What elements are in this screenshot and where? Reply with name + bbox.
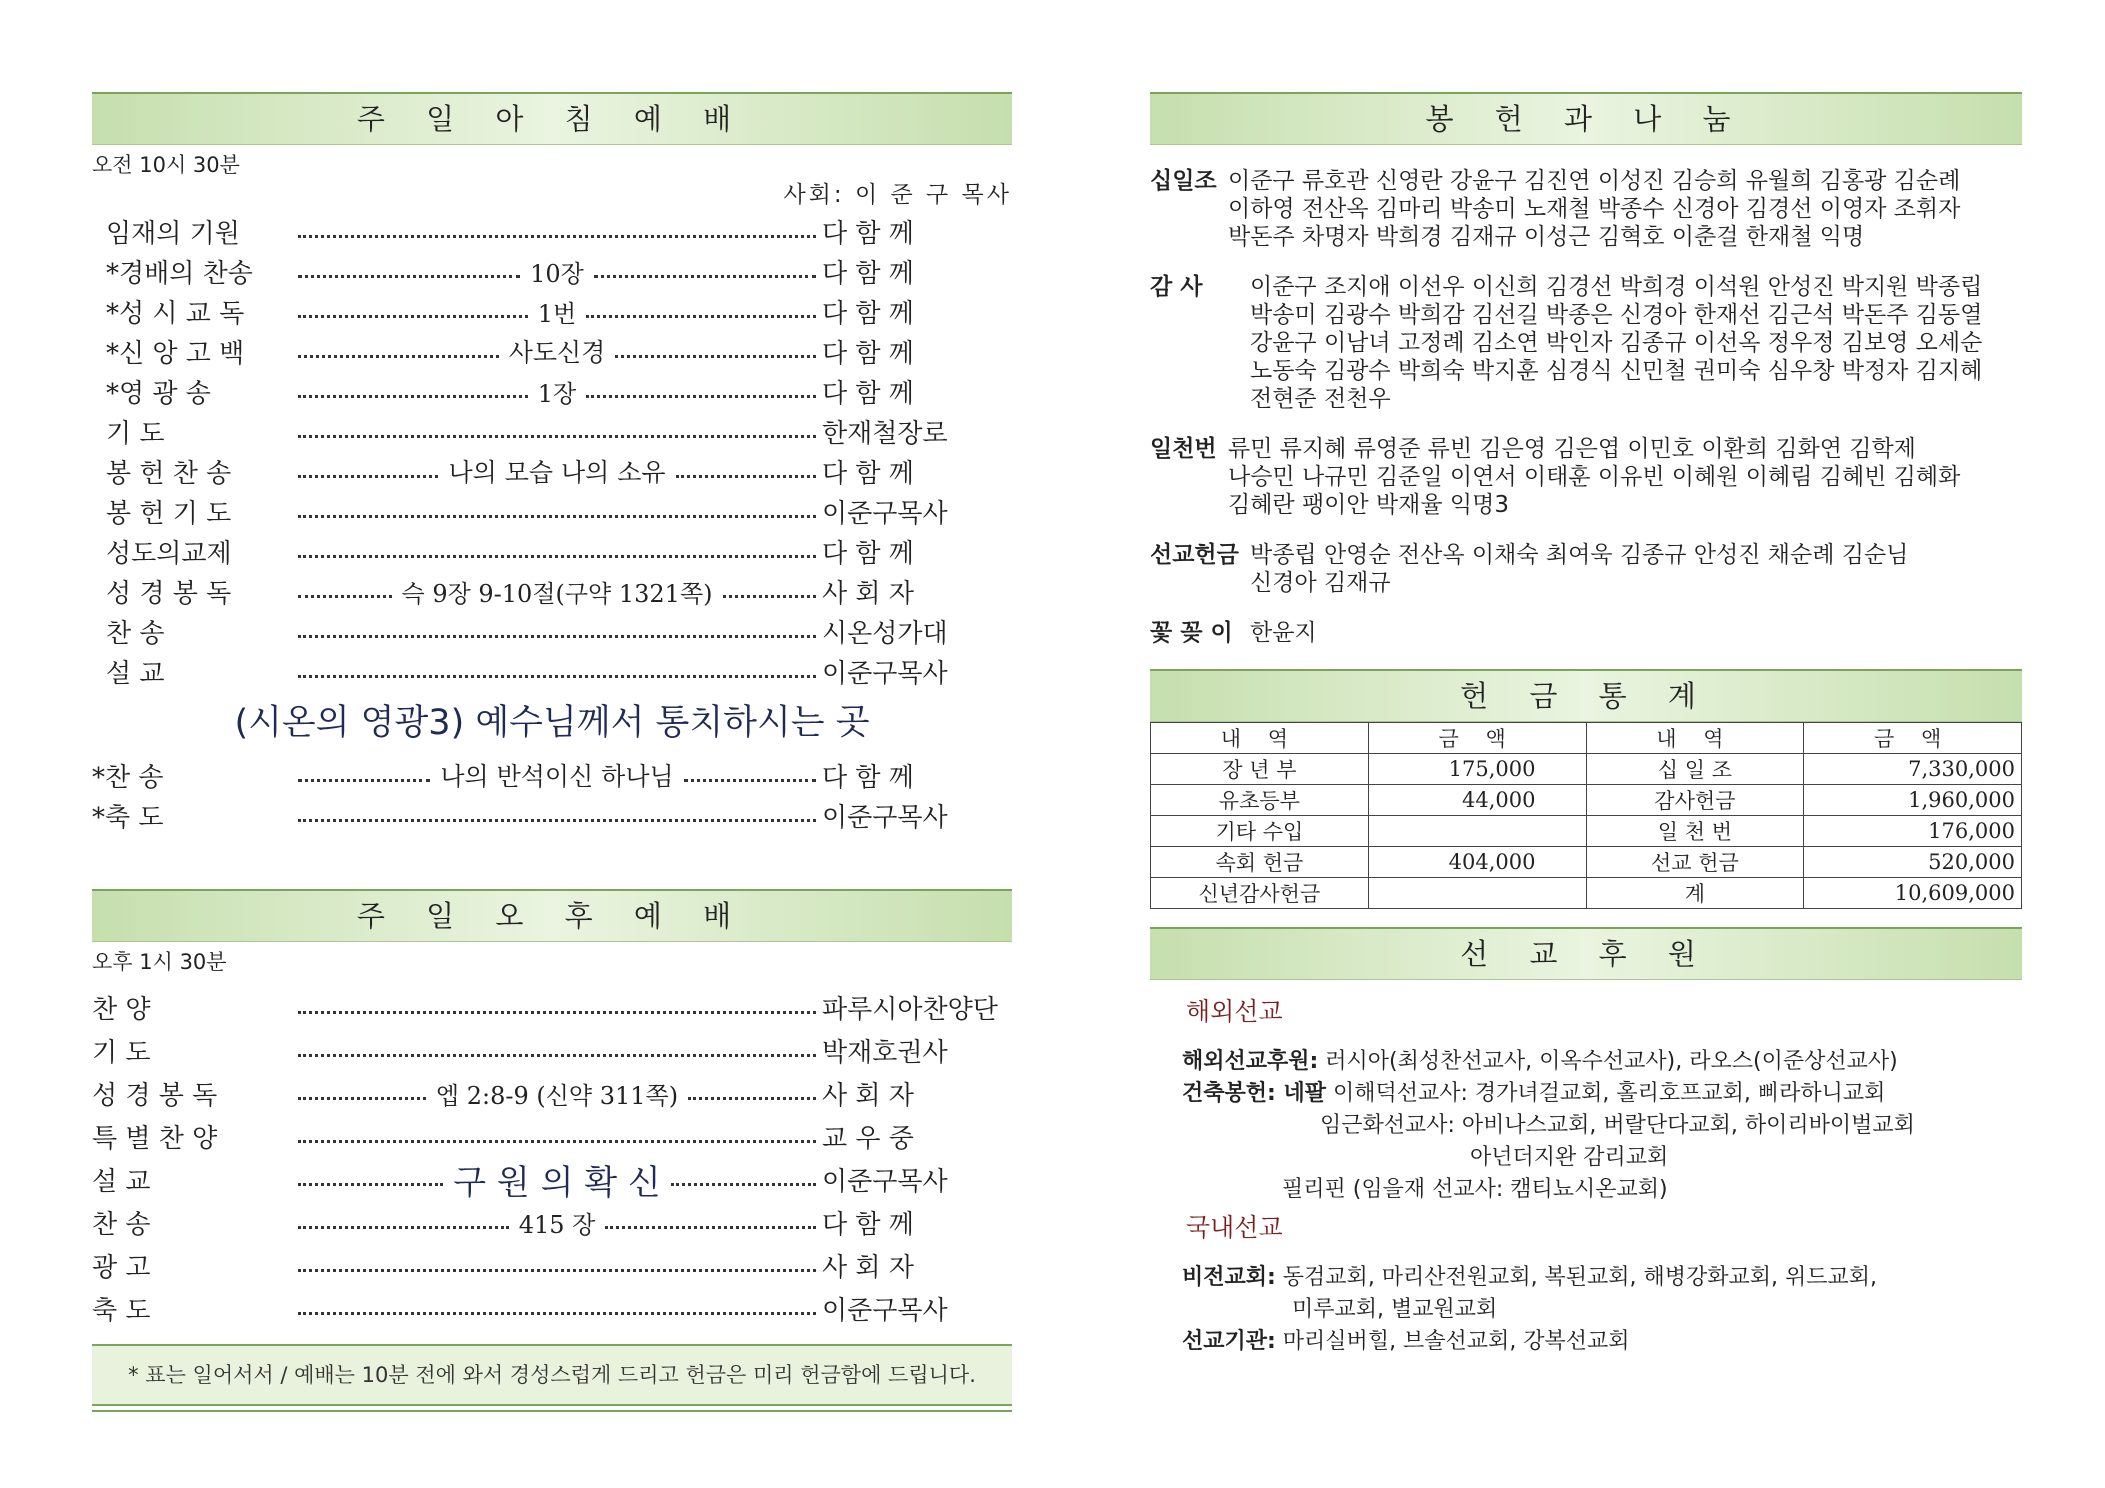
order-row [92,1115,1012,1158]
afternoon-order-list [92,986,1012,1330]
order-item-detail: 나의 모습 나의 소유 [448,458,666,487]
order-item-label-text: 기 도 [92,1038,151,1068]
order-item-label-text: 찬 송 [92,1210,151,1240]
order-item-label [92,293,292,330]
order-item-label-text: 성 경 봉 독 [106,578,232,609]
overseas-mission-list [1150,1046,2022,1206]
giving-names [1228,167,2022,251]
giving-name-line: 박돈주 차명자 박희경 김재규 이성근 김혁호 이춘걸 한재철 익명 [1228,224,1865,250]
domestic-mission-list [1150,1262,2022,1358]
order-item-leader-text: 다 함 께 [822,258,914,289]
order-item-leader-text: 이준구목사 [822,658,948,689]
table-cell: 10,609,000 [1804,878,2022,909]
mission-line [1182,1078,2022,1110]
order-item-leader [822,1290,1012,1327]
order-row [92,491,1012,531]
table-cell: 유초등부 [1151,785,1369,816]
order-item-detail: 구 원 의 확 신 [453,1163,661,1203]
order-row [92,371,1012,411]
dot-leader [298,333,816,369]
giving-list [1150,167,2022,647]
order-item-label-text: *영 광 송 [106,378,211,409]
giving-category: 일천번 [1150,436,1217,462]
order-item-detail: 10장 [530,259,584,288]
order-item-label-text: 봉 헌 찬 송 [106,458,232,489]
order-item-label-text: *성 시 교 독 [106,298,245,329]
mission-header: 선 교 후 원 [1150,927,2022,980]
dot-leader [298,1044,816,1057]
order-item-label [92,253,292,290]
order-item-label [92,757,292,794]
dot-leader [298,545,816,558]
mission-line [1182,1046,2022,1078]
order-row [92,795,1012,835]
table-cell: 176,000 [1804,816,2022,847]
order-item-leader-text: 사 회 자 [822,578,914,609]
dot-leader [298,254,816,289]
table-cell: 7,330,000 [1804,754,2022,785]
table-header-row [1151,723,2022,754]
dot-leader [298,625,816,638]
giving-category: 십일조 [1150,168,1217,194]
order-item-leader [822,757,1012,794]
order-item-label [92,1204,292,1241]
order-row [92,291,1012,331]
order-item-leader [822,1247,1012,1284]
mission-line-text: 마리실버힐, 브솔선교회, 강복선교회 [1275,1329,1630,1354]
order-item-label [92,613,292,650]
mission-line-text: 이해덕선교사: 경가녀걸교회, 홀리호프교회, 삐라하니교회 [1325,1081,1886,1106]
mission-line [1182,1294,2022,1326]
order-item-label [92,1075,292,1112]
dot-leader [298,757,816,793]
giving-names [1250,273,2022,413]
order-item-label [92,533,292,570]
table-row [1151,847,2022,878]
giving-group [1150,167,2022,251]
giving-name-line: 강윤구 이남녀 고정례 김소연 박인자 김종규 이선옥 정우정 김보영 오세순 [1250,330,1983,356]
table-header-cell: 금 액 [1804,723,2022,754]
order-item-leader [822,797,1012,834]
order-item-leader-text: 다 함 께 [822,338,914,369]
giving-category: 선교헌금 [1150,542,1239,568]
order-row [92,331,1012,371]
order-item-detail: 엡 2:8-9 (신약 311쪽) [435,1082,679,1110]
mission-line-text: 러시아(최성찬선교사, 이옥수선교사), 라오스(이준상선교사) [1318,1049,1898,1074]
table-cell: 십 일 조 [1586,754,1804,785]
order-item-leader-text: 다 함 께 [822,298,914,329]
mission-line [1182,1174,2022,1206]
order-item-label [92,1032,292,1069]
order-item-leader-text: 한재철장로 [822,418,948,449]
giving-group [1150,541,2022,597]
giving-names [1250,619,2022,647]
order-item-leader [822,653,1012,690]
order-item-leader-text: 파루시아찬양단 [822,995,998,1025]
giving-name-line: 류민 류지혜 류영준 류빈 김은영 김은엽 이민호 이환희 김화연 김학제 [1228,436,1916,462]
order-item-label-text: 성 경 봉 독 [92,1081,218,1111]
order-item-label [92,1161,292,1198]
mission-line-text: 임근화선교사: 아비나스교회, 버랄단다교회, 하이리바이벌교회 [1320,1113,1915,1138]
order-item-leader-text: 다 함 께 [822,218,914,249]
giving-name-line: 전현준 전천우 [1250,386,1391,412]
order-item-leader-text: 이준구목사 [822,1167,948,1197]
dot-leader [298,1155,816,1204]
giving-header: 봉 헌 과 나 눔 [1150,92,2022,145]
order-item-label-text: 설 교 [106,658,165,689]
table-header-cell: 금 액 [1368,723,1586,754]
order-item-label-text: 기 도 [106,418,165,449]
order-item-label [92,333,292,370]
table-cell: 선교 헌금 [1586,847,1804,878]
order-item-leader [822,333,1012,370]
order-item-leader-text: 사 회 자 [822,1081,914,1111]
mission-line-heading: 해외선교후원: [1182,1049,1319,1074]
morning-service-header: 주 일 아 침 예 배 [92,92,1012,145]
mission-line [1182,1142,2022,1174]
morning-sermon-title: (시온의 영광3) 예수님께서 통치하시는 곳 [234,703,870,743]
afternoon-service-header: 주 일 오 후 예 배 [92,889,1012,942]
order-item-label-text: *경배의 찬송 [106,258,253,289]
order-item-label [92,1118,292,1155]
dot-leader [298,1001,816,1014]
order-item-leader-text: 사 회 자 [822,1253,914,1283]
order-item-detail: 사도신경 [508,338,606,367]
order-row [92,411,1012,451]
order-item-label-text: 임재의 기원 [106,218,240,249]
order-item-leader [822,1204,1012,1241]
order-row [92,251,1012,291]
afternoon-time: 오후 1시 30분 [92,950,227,974]
table-cell: 175,000 [1368,754,1586,785]
order-item-leader-text: 이준구목사 [822,1296,948,1326]
order-item-leader [822,1161,1012,1198]
mission-line-text: 아넌더지완 감리교회 [1470,1145,1669,1170]
dot-leader [298,453,816,489]
order-item-leader-text: 교 우 중 [822,1124,914,1154]
stats-header: 헌 금 통 계 [1150,669,2022,722]
order-item-detail: 나의 반석이신 하나님 [440,762,674,791]
dot-leader [298,1076,816,1111]
order-item-leader-text: 다 함 께 [822,538,914,569]
table-cell: 44,000 [1368,785,1586,816]
order-item-leader-text: 다 함 께 [822,458,914,489]
table-cell: 404,000 [1368,847,1586,878]
giving-category: 감 사 [1150,274,1203,300]
giving-name-line: 박송미 김광수 박희감 김선길 박종은 신경아 한재선 김근석 박돈주 김동열 [1250,302,1983,328]
order-item-leader [822,573,1012,610]
dot-leader [298,1259,816,1272]
mission-line-text: 미루교회, 별교원교회 [1292,1297,1498,1322]
order-item-leader-text: 시온성가대 [822,618,948,649]
order-row [92,531,1012,571]
order-item-label [92,1247,292,1284]
table-row [1151,754,2022,785]
order-item-leader-text: 다 함 께 [822,1210,914,1240]
table-header-cell: 내 역 [1151,723,1369,754]
order-item-detail: 1번 [537,299,577,328]
dot-leader [298,1130,816,1143]
order-row [92,211,1012,251]
order-item-label-text: 광 고 [92,1253,151,1283]
mission-line [1182,1110,2022,1142]
order-item-leader [822,1118,1012,1155]
order-item-label [92,989,292,1026]
giving-name-line: 나승민 나규민 김준일 이연서 이태훈 이유빈 이혜원 이혜림 김혜빈 김혜화 [1228,464,1961,490]
table-cell: 속회 헌금 [1151,847,1369,878]
order-item-label-text: 성도의교제 [106,538,232,569]
giving-name-line: 김혜란 팽이안 박재율 익명3 [1228,492,1509,518]
order-item-detail: 슥 9장 9-10절(구약 1321쪽) [401,579,713,608]
left-column [92,92,1012,1412]
order-item-label-text: 찬 송 [106,618,165,649]
order-item-leader-text: 박재호권사 [822,1038,948,1068]
order-row [92,755,1012,795]
notice-divider [92,1410,1012,1412]
table-header-cell: 내 역 [1586,723,1804,754]
giving-category: 꽃 꽂 이 [1150,620,1233,646]
table-cell [1368,878,1586,909]
order-item-label-text: 봉 헌 기 도 [106,498,232,529]
giving-name-line: 박종립 안영순 전산옥 이채숙 최여욱 김종규 안성진 채순례 김순님 [1250,542,1909,568]
mission-line-heading: 선교기관: [1182,1329,1276,1354]
giving-group [1150,273,2022,413]
table-cell: 기타 수입 [1151,816,1369,847]
dot-leader [298,294,816,329]
order-item-label [92,413,292,450]
table-cell: 장 년 부 [1151,754,1369,785]
giving-group [1150,435,2022,519]
giving-name-line: 이하영 전산옥 김마리 박송미 노재철 박종수 신경아 김경선 이영자 조휘자 [1228,196,1961,222]
order-item-leader [822,253,1012,290]
order-row [92,1201,1012,1244]
order-item-leader [822,613,1012,650]
order-item-label-text: 찬 양 [92,995,151,1025]
giving-name-line: 한윤지 [1250,620,1317,646]
dot-leader [298,665,816,678]
giving-names [1228,435,2022,519]
giving-group [1150,619,2022,647]
dot-leader [298,374,816,409]
order-item-detail: 1장 [537,379,577,408]
order-item-label-text: 축 도 [92,1296,151,1326]
giving-name-line: 이준구 조지애 이선우 이신희 김경선 박희경 이석원 안성진 박지원 박종립 [1250,274,1983,300]
morning-host: 사회: 이 준 구 목사 [783,182,1012,208]
notice-bar: * 표는 일어서서 / 예배는 10분 전에 와서 경성스럽게 드리고 헌금은 미리 헌금함에 드립니다. [92,1344,1012,1406]
dot-leader [298,809,816,822]
mission-line-heading: 건축봉헌: 네팔 [1182,1081,1326,1106]
table-cell: 520,000 [1804,847,2022,878]
order-row [92,611,1012,651]
morning-time: 오전 10시 30분 [92,153,240,177]
order-item-leader-text: 다 함 께 [822,762,914,793]
order-item-label [92,797,292,834]
order-item-leader [822,989,1012,1026]
order-row [92,1029,1012,1072]
order-item-label [92,1290,292,1327]
table-row [1151,816,2022,847]
order-item-leader [822,453,1012,490]
overseas-mission-label: 해외선교 [1186,997,1283,1026]
order-item-leader [822,413,1012,450]
table-cell [1368,816,1586,847]
order-item-label-text: *축 도 [92,802,164,833]
table-cell: 일 천 번 [1586,816,1804,847]
order-row [92,986,1012,1029]
order-row [92,651,1012,691]
order-item-leader [822,293,1012,330]
order-item-leader-text: 다 함 께 [822,378,914,409]
order-item-label-text: *찬 송 [92,762,164,793]
dot-leader [298,574,816,609]
dot-leader [298,505,816,518]
giving-name-line: 이준구 류호관 신영란 강윤구 김진연 이성진 김승희 유월희 김홍광 김순례 [1228,168,1961,194]
order-item-label [92,573,292,610]
order-item-leader [822,533,1012,570]
dot-leader [298,225,816,238]
right-column [1150,92,2022,1358]
order-item-leader [822,213,1012,250]
order-item-label-text: 설 교 [92,1167,151,1197]
order-item-leader-text: 이준구목사 [822,498,948,529]
mission-line-text: 동검교회, 마리산전원교회, 복된교회, 해병강화교회, 위드교회, [1275,1265,1878,1290]
table-cell: 감사헌금 [1586,785,1804,816]
giving-name-line: 노동숙 김광수 박희숙 박지훈 심경식 신민철 권미숙 심우창 박정자 김지혜 [1250,358,1983,384]
order-item-label-text: *신 앙 고 백 [106,338,245,369]
morning-order-list [92,211,1012,691]
dot-leader [298,1302,816,1315]
order-item-detail: 415 장 [518,1211,596,1239]
order-item-leader [822,373,1012,410]
giving-names [1250,541,2022,597]
table-row [1151,878,2022,909]
order-row [92,451,1012,491]
order-item-label-text: 특 별 찬 양 [92,1124,218,1154]
domestic-mission-label: 국내선교 [1186,1213,1283,1242]
mission-line [1182,1262,2022,1294]
order-item-label [92,453,292,490]
order-row [92,571,1012,611]
order-row [92,1244,1012,1287]
dot-leader [298,1205,816,1240]
table-cell: 계 [1586,878,1804,909]
mission-line-heading: 비전교회: [1182,1265,1276,1290]
order-row [92,1072,1012,1115]
order-row [92,1287,1012,1330]
order-item-label [92,213,292,250]
order-item-leader [822,1075,1012,1112]
dot-leader [298,425,816,438]
order-item-label [92,493,292,530]
order-item-leader [822,1032,1012,1069]
morning-order-list-2 [92,755,1012,835]
table-row [1151,785,2022,816]
order-item-label [92,653,292,690]
giving-name-line: 신경아 김재규 [1250,570,1391,596]
order-item-leader [822,493,1012,530]
mission-line-text: 필리핀 (임을재 선교사: 캠티뇨시온교회) [1282,1177,1668,1202]
mission-line [1182,1326,2022,1358]
order-item-label [92,373,292,410]
offering-stats-table [1150,722,2022,909]
table-cell: 1,960,000 [1804,785,2022,816]
order-item-leader-text: 이준구목사 [822,802,948,833]
order-row [92,1158,1012,1201]
table-cell: 신년감사헌금 [1151,878,1369,909]
